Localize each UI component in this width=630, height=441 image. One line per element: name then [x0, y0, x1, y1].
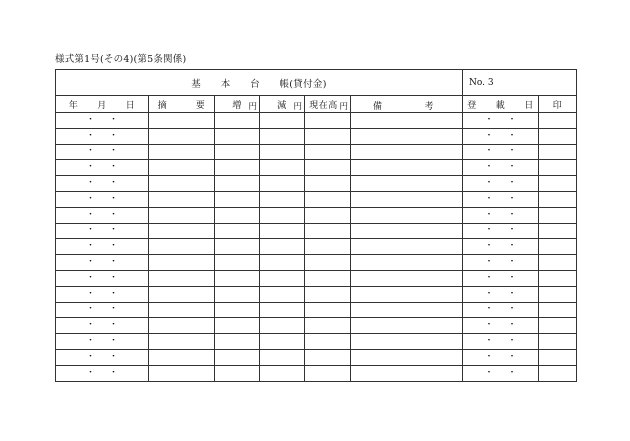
date-separator-dot: ・	[484, 225, 494, 236]
registration-date-cell[interactable]	[463, 334, 539, 350]
balance-unit: 円	[339, 102, 348, 112]
date-separator-dot: ・	[85, 272, 95, 283]
registration-date-cell[interactable]	[463, 365, 539, 381]
decrease-cell[interactable]	[260, 113, 305, 129]
form-caption: 様式第1号(その4)(第5条関係)	[55, 54, 187, 65]
remarks-cell[interactable]	[351, 223, 463, 239]
date-separator-dot: ・	[507, 130, 517, 141]
date-separator-dot: ・	[507, 209, 517, 220]
date-separator-dot: ・	[109, 162, 119, 173]
table-row	[56, 255, 577, 271]
date-separator-dot: ・	[109, 178, 119, 189]
table-row	[56, 270, 577, 286]
date-cell[interactable]	[56, 286, 149, 302]
increase-cell[interactable]	[215, 207, 260, 223]
seal-cell[interactable]	[539, 270, 577, 286]
balance-cell[interactable]	[305, 365, 351, 381]
registration-date-cell[interactable]	[463, 191, 539, 207]
date-separator-dot: ・	[507, 257, 517, 268]
registration-date-cell[interactable]	[463, 270, 539, 286]
date-separator-dot: ・	[109, 288, 119, 299]
date-separator-dot: ・	[484, 320, 494, 331]
date-separator-dot: ・	[109, 367, 119, 378]
balance-cell[interactable]	[305, 176, 351, 192]
remarks-cell[interactable]	[351, 255, 463, 271]
date-cell[interactable]	[56, 334, 149, 350]
decrease-cell[interactable]	[260, 365, 305, 381]
registration-date-cell[interactable]	[463, 286, 539, 302]
date-cell[interactable]	[56, 223, 149, 239]
date-cell[interactable]	[56, 302, 149, 318]
remarks-cell[interactable]	[351, 160, 463, 176]
remarks-cell[interactable]	[351, 334, 463, 350]
date-separator-dot: ・	[484, 288, 494, 299]
summary-cell[interactable]	[149, 270, 215, 286]
increase-unit: 円	[248, 102, 257, 112]
registration-date-cell[interactable]	[463, 160, 539, 176]
summary-cell[interactable]	[149, 144, 215, 160]
date-separator-dot: ・	[85, 257, 95, 268]
date-separator-dot: ・	[484, 257, 494, 268]
registration-date-cell[interactable]	[463, 128, 539, 144]
balance-cell[interactable]	[305, 286, 351, 302]
date-separator-dot: ・	[85, 193, 95, 204]
seal-cell[interactable]	[539, 349, 577, 365]
date-separator-dot: ・	[109, 272, 119, 283]
summary-cell[interactable]	[149, 286, 215, 302]
header-decrease: 減 円	[260, 96, 305, 113]
summary-cell[interactable]	[149, 113, 215, 129]
date-separator-dot: ・	[85, 178, 95, 189]
table-row	[56, 113, 577, 129]
seal-cell[interactable]	[539, 255, 577, 271]
date-separator-dot: ・	[484, 241, 494, 252]
date-separator-dot: ・	[484, 351, 494, 362]
seal-cell[interactable]	[539, 128, 577, 144]
header-date: 年 月 日	[56, 96, 149, 113]
date-separator-dot: ・	[507, 272, 517, 283]
ledger-rows	[56, 113, 577, 382]
balance-cell[interactable]	[305, 223, 351, 239]
remarks-cell[interactable]	[351, 286, 463, 302]
header-increase: 増 円	[215, 96, 260, 113]
increase-cell[interactable]	[215, 286, 260, 302]
increase-cell[interactable]	[215, 349, 260, 365]
ledger-number: No. 3	[469, 77, 494, 88]
date-separator-dot: ・	[109, 304, 119, 315]
date-separator-dot: ・	[507, 193, 517, 204]
increase-cell[interactable]	[215, 223, 260, 239]
decrease-cell[interactable]	[260, 302, 305, 318]
increase-cell[interactable]	[215, 255, 260, 271]
summary-cell[interactable]	[149, 255, 215, 271]
table-row	[56, 286, 577, 302]
date-separator-dot: ・	[85, 146, 95, 157]
summary-cell[interactable]	[149, 302, 215, 318]
date-cell[interactable]	[56, 207, 149, 223]
ledger-title-cell	[56, 70, 463, 96]
date-separator-dot: ・	[507, 304, 517, 315]
increase-cell[interactable]	[215, 160, 260, 176]
remarks-cell[interactable]	[351, 270, 463, 286]
seal-cell[interactable]	[539, 239, 577, 255]
date-separator-dot: ・	[507, 146, 517, 157]
date-separator-dot: ・	[109, 225, 119, 236]
decrease-cell[interactable]	[260, 128, 305, 144]
date-cell[interactable]	[56, 270, 149, 286]
registration-date-cell[interactable]	[463, 239, 539, 255]
balance-cell[interactable]	[305, 302, 351, 318]
table-row	[56, 160, 577, 176]
ledger-title: 基 本 台 帳(貸付金)	[191, 78, 327, 90]
table-row	[56, 318, 577, 334]
date-separator-dot: ・	[484, 367, 494, 378]
date-separator-dot: ・	[507, 114, 517, 125]
increase-cell[interactable]	[215, 270, 260, 286]
seal-cell[interactable]	[539, 318, 577, 334]
decrease-cell[interactable]	[260, 270, 305, 286]
balance-cell[interactable]	[305, 255, 351, 271]
seal-cell[interactable]	[539, 113, 577, 129]
date-separator-dot: ・	[109, 351, 119, 362]
increase-cell[interactable]	[215, 176, 260, 192]
ledger-table	[55, 69, 577, 382]
seal-cell[interactable]	[539, 191, 577, 207]
date-separator-dot: ・	[85, 304, 95, 315]
increase-cell[interactable]	[215, 302, 260, 318]
table-row	[56, 334, 577, 350]
decrease-cell[interactable]	[260, 207, 305, 223]
table-row	[56, 349, 577, 365]
date-separator-dot: ・	[85, 225, 95, 236]
table-row	[56, 191, 577, 207]
remarks-cell[interactable]	[351, 113, 463, 129]
seal-cell[interactable]	[539, 365, 577, 381]
summary-cell[interactable]	[149, 176, 215, 192]
remarks-cell[interactable]	[351, 191, 463, 207]
summary-cell[interactable]	[149, 191, 215, 207]
remarks-cell[interactable]	[351, 318, 463, 334]
date-separator-dot: ・	[484, 304, 494, 315]
summary-cell[interactable]	[149, 223, 215, 239]
date-separator-dot: ・	[85, 336, 95, 347]
seal-cell[interactable]	[539, 334, 577, 350]
date-separator-dot: ・	[507, 225, 517, 236]
date-separator-dot: ・	[484, 209, 494, 220]
remarks-cell[interactable]	[351, 239, 463, 255]
balance-cell[interactable]	[305, 270, 351, 286]
date-separator-dot: ・	[484, 130, 494, 141]
remarks-cell[interactable]	[351, 207, 463, 223]
registration-date-cell[interactable]	[463, 176, 539, 192]
seal-cell[interactable]	[539, 286, 577, 302]
increase-cell[interactable]	[215, 334, 260, 350]
increase-cell[interactable]	[215, 239, 260, 255]
date-cell[interactable]	[56, 191, 149, 207]
summary-cell[interactable]	[149, 207, 215, 223]
seal-cell[interactable]	[539, 223, 577, 239]
decrease-cell[interactable]	[260, 144, 305, 160]
date-cell[interactable]	[56, 349, 149, 365]
date-separator-dot: ・	[484, 162, 494, 173]
date-separator-dot: ・	[484, 146, 494, 157]
ledger-title-row	[56, 70, 577, 96]
balance-cell[interactable]	[305, 144, 351, 160]
increase-cell[interactable]	[215, 128, 260, 144]
registration-date-cell[interactable]	[463, 349, 539, 365]
remarks-cell[interactable]	[351, 302, 463, 318]
balance-cell[interactable]	[305, 191, 351, 207]
increase-cell[interactable]	[215, 365, 260, 381]
summary-cell[interactable]	[149, 334, 215, 350]
balance-cell[interactable]	[305, 239, 351, 255]
balance-cell[interactable]	[305, 128, 351, 144]
header-seal: 印	[539, 96, 577, 113]
increase-cell[interactable]	[215, 191, 260, 207]
date-separator-dot: ・	[85, 130, 95, 141]
table-row	[56, 207, 577, 223]
remarks-cell[interactable]	[351, 176, 463, 192]
increase-cell[interactable]	[215, 144, 260, 160]
seal-cell[interactable]	[539, 302, 577, 318]
remarks-cell[interactable]	[351, 128, 463, 144]
decrease-cell[interactable]	[260, 255, 305, 271]
seal-cell[interactable]	[539, 160, 577, 176]
balance-cell[interactable]	[305, 160, 351, 176]
seal-cell[interactable]	[539, 144, 577, 160]
balance-cell[interactable]	[305, 349, 351, 365]
date-cell[interactable]	[56, 255, 149, 271]
table-row	[56, 365, 577, 381]
date-separator-dot: ・	[484, 336, 494, 347]
seal-cell[interactable]	[539, 207, 577, 223]
table-row	[56, 239, 577, 255]
registration-date-cell[interactable]	[463, 318, 539, 334]
summary-cell[interactable]	[149, 365, 215, 381]
table-row	[56, 128, 577, 144]
balance-cell[interactable]	[305, 318, 351, 334]
summary-cell[interactable]	[149, 128, 215, 144]
summary-cell[interactable]	[149, 160, 215, 176]
table-row	[56, 176, 577, 192]
decrease-cell[interactable]	[260, 334, 305, 350]
decrease-unit: 円	[293, 102, 302, 112]
date-separator-dot: ・	[507, 162, 517, 173]
table-row	[56, 302, 577, 318]
date-separator-dot: ・	[85, 320, 95, 331]
date-separator-dot: ・	[507, 241, 517, 252]
remarks-cell[interactable]	[351, 365, 463, 381]
registration-date-cell[interactable]	[463, 144, 539, 160]
remarks-cell[interactable]	[351, 144, 463, 160]
balance-cell[interactable]	[305, 334, 351, 350]
date-cell[interactable]	[56, 128, 149, 144]
date-separator-dot: ・	[85, 209, 95, 220]
date-separator-dot: ・	[484, 272, 494, 283]
date-separator-dot: ・	[507, 288, 517, 299]
registration-date-cell[interactable]	[463, 302, 539, 318]
balance-cell[interactable]	[305, 207, 351, 223]
decrease-cell[interactable]	[260, 318, 305, 334]
date-separator-dot: ・	[507, 351, 517, 362]
date-separator-dot: ・	[109, 257, 119, 268]
date-separator-dot: ・	[85, 241, 95, 252]
registration-date-cell[interactable]	[463, 207, 539, 223]
date-separator-dot: ・	[484, 114, 494, 125]
header-registration-date: 登 載 日	[463, 96, 539, 113]
balance-cell[interactable]	[305, 113, 351, 129]
increase-cell[interactable]	[215, 113, 260, 129]
header-summary: 摘 要	[149, 96, 215, 113]
date-separator-dot: ・	[484, 193, 494, 204]
table-row	[56, 144, 577, 160]
date-separator-dot: ・	[109, 320, 119, 331]
date-cell[interactable]	[56, 318, 149, 334]
date-separator-dot: ・	[109, 114, 119, 125]
seal-cell[interactable]	[539, 176, 577, 192]
table-row	[56, 223, 577, 239]
date-cell[interactable]	[56, 365, 149, 381]
date-separator-dot: ・	[85, 367, 95, 378]
summary-cell[interactable]	[149, 349, 215, 365]
date-separator-dot: ・	[507, 367, 517, 378]
date-cell[interactable]	[56, 160, 149, 176]
date-separator-dot: ・	[109, 209, 119, 220]
column-header-row	[56, 96, 577, 113]
decrease-cell[interactable]	[260, 223, 305, 239]
date-separator-dot: ・	[109, 146, 119, 157]
date-separator-dot: ・	[85, 162, 95, 173]
date-separator-dot: ・	[109, 130, 119, 141]
summary-cell[interactable]	[149, 318, 215, 334]
date-separator-dot: ・	[85, 288, 95, 299]
date-cell[interactable]	[56, 113, 149, 129]
date-cell[interactable]	[56, 176, 149, 192]
decrease-cell[interactable]	[260, 349, 305, 365]
decrease-cell[interactable]	[260, 191, 305, 207]
date-separator-dot: ・	[507, 336, 517, 347]
date-separator-dot: ・	[109, 336, 119, 347]
decrease-cell[interactable]	[260, 160, 305, 176]
summary-cell[interactable]	[149, 239, 215, 255]
decrease-cell[interactable]	[260, 286, 305, 302]
date-separator-dot: ・	[507, 320, 517, 331]
date-cell[interactable]	[56, 144, 149, 160]
date-separator-dot: ・	[484, 178, 494, 189]
increase-cell[interactable]	[215, 318, 260, 334]
date-separator-dot: ・	[507, 178, 517, 189]
date-cell[interactable]	[56, 239, 149, 255]
registration-date-cell[interactable]	[463, 255, 539, 271]
date-separator-dot: ・	[109, 193, 119, 204]
date-separator-dot: ・	[85, 351, 95, 362]
decrease-cell[interactable]	[260, 239, 305, 255]
header-remarks: 備 考	[351, 96, 463, 113]
registration-date-cell[interactable]	[463, 113, 539, 129]
date-separator-dot: ・	[109, 241, 119, 252]
remarks-cell[interactable]	[351, 349, 463, 365]
registration-date-cell[interactable]	[463, 223, 539, 239]
ledger-number-cell	[463, 70, 577, 96]
header-balance: 現在高 円	[305, 96, 351, 113]
date-separator-dot: ・	[85, 114, 95, 125]
decrease-cell[interactable]	[260, 176, 305, 192]
